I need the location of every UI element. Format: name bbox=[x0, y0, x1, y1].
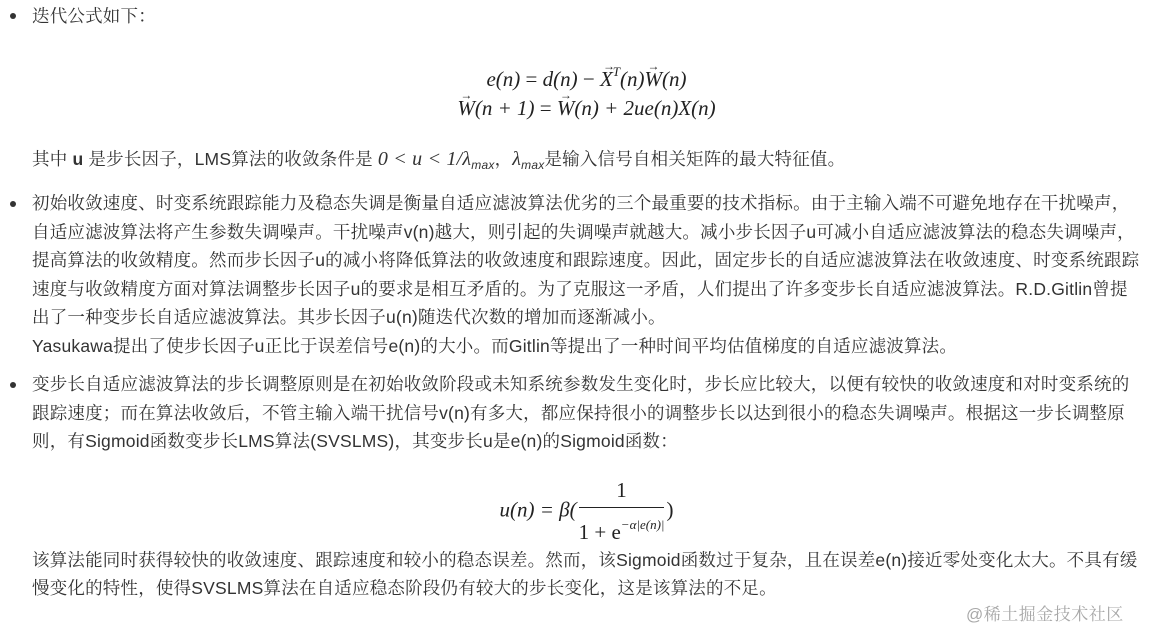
formula-sigmoid: u(n) = β( $\frac{1}{1 + e^{-\alpha|e(n)|}}$ ) bbox=[32, 476, 1141, 532]
formula-weight-update: → W(n + 1) = → W(n) + 2ue(n)X(n) bbox=[32, 94, 1141, 123]
vector-w: → W bbox=[457, 94, 475, 123]
watermark: @稀土掘金技术社区 bbox=[966, 605, 1124, 624]
list-item-performance-metrics bbox=[0, 189, 1149, 360]
formula-error: e(n) = d(n) − → $X^T(n)\to W(n)$ bbox=[32, 57, 1141, 94]
convergence-note: 其中 u 是步长因子，LMS算法的收敛条件是 $0 < u < 1/\lambda_{max}$，$\lambda_{max}$是输入信号自相关矩阵的最大特征值。 bbox=[32, 147, 846, 172]
list-item-iteration-formula bbox=[0, 0, 1149, 179]
bullet-icon bbox=[10, 382, 16, 388]
vector-x: → X bbox=[600, 65, 613, 94]
convergence-condition: 0 < u < 1/λ bbox=[377, 147, 472, 170]
bullet-icon bbox=[10, 13, 16, 19]
vector-w: → W bbox=[557, 94, 575, 123]
variable-step-paragraph: 变步长自适应滤波算法的步长调整原则是在初始收敛阶段或未知系统参数发生变化时，步长应比较大，以便有较快的收敛速度和对时变系统的跟踪速度；而在算法收敛后，不管主输入端干扰信号v(n)有多大，都应保持很小的调整步长以达到很小的稳态失调噪声。根据这一步长调整原则，有Sigmoid函数变步长LMS算法(SVSLMS)，其变步长u是e(n)的Sigmoid函数： bbox=[32, 374, 1130, 451]
metrics-paragraph: 初始收敛速度、时变系统跟踪能力及稳态失调是衡量自适应滤波算法优劣的三个最重要的技术指标。由于主输入端不可避免地存在干扰噪声，自适应滤波算法将产生参数失调噪声。干扰噪声v(n)越大，则引起的失调噪声就越大。减小步长因子u可减小自适应滤波算法的稳态失调噪声，提高算法的收敛精度。然而步长因子u的减小将降低算法的收敛速度和跟踪速度。因此，固定步长的自适应滤波算法在收敛速度、时变系统跟踪速度与收敛精度方面对算法调整步长因子u的要求是相互矛盾的。为了克服这一矛盾，人们提出了许多变步长自适应滤波算法。R.D.Gitlin曾提出了一种变步长自适应滤波算法。其步长因子u(n)随迭代次数的增加而逐渐减小。 Yasukawa提出了使步长因子u正比于误差信号e(n)的大小。而Gitlin等提出了一种时间平均估值梯度的自适应滤波算法。 bbox=[32, 193, 1140, 356]
list-item-variable-step bbox=[0, 370, 1149, 603]
iteration-intro: 迭代公式如下： bbox=[32, 6, 156, 26]
fraction: $\frac{1}{1 + e^{-\alpha|e(n)|}}$ bbox=[578, 477, 665, 544]
vector-w: → W bbox=[645, 65, 663, 94]
conclusion-paragraph: 该算法能同时获得较快的收敛速度、跟踪速度和较小的稳态误差。然而，该Sigmoid函数过于复杂，且在误差e(n)接近零处变化太大。不具有缓慢变化的特性，使得SVSLMS算法在自适应稳态阶段仍有较大的步长变化，这是该算法的不足。 bbox=[32, 549, 1138, 598]
bullet-icon bbox=[10, 201, 16, 207]
